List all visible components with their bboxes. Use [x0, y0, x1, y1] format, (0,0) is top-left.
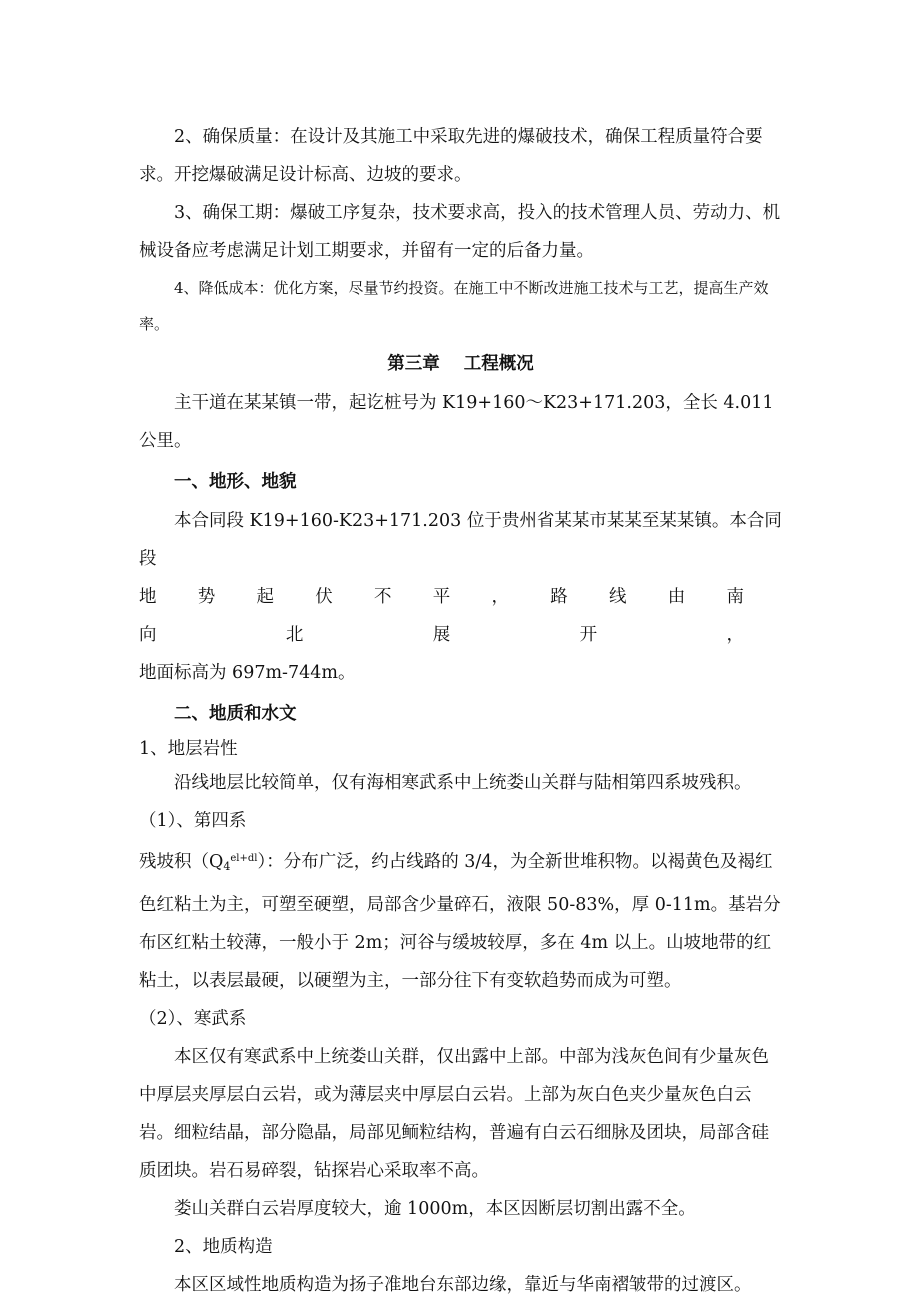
paragraph-terrain-line2: 地势起伏不平，路线由南向北展开， — [139, 587, 782, 645]
superscript: el+dl — [230, 853, 258, 864]
paragraph-quaternary — [139, 840, 782, 1000]
paragraph-terrain-line1: 本合同段 K19+160-K23+171.203 位于贵州省某某市某某至某某镇。本合同段 — [139, 511, 782, 569]
paragraph-schedule: 3、确保工期：爆破工序复杂，技术要求高，投入的技术管理人员、劳动力、机械设备应考虑满足计划工期要求，并留有一定的后备力量。 — [139, 203, 781, 261]
section-heading-geology: 二、地质和水文 — [174, 704, 297, 724]
paragraph-strata: 沿线地层比较简单，仅有海相寒武系中上统娄山关群与陆相第四系坡残积。 — [174, 773, 752, 793]
paragraph-cambrian: 本区仅有寒武系中上统娄山关群，仅出露中上部。中部为浅灰色间有少量灰色中厚层夹厚层白云岩，或为薄层夹中厚层白云岩。上部为灰白色夹少量灰色白云岩。细粒结晶，部分隐晶，局部见鲕粒结构，普遍有白云石细脉及团块，局部含硅质团块。岩石易碎裂，钻探岩心采取率不高。 — [139, 1047, 769, 1181]
subheading-strata: 1、地层岩性 — [139, 739, 238, 759]
section-heading-terrain: 一、地形、地貌 — [174, 472, 297, 492]
text-prefix: 残坡积（Q — [139, 852, 224, 872]
paragraph-loushanguan: 娄山关群白云岩厚度较大，逾 1000m，本区因断层切割出露不全。 — [174, 1199, 696, 1219]
paragraph-quality: 2、确保质量：在设计及其施工中采取先进的爆破技术，确保工程质量符合要求。开挖爆破满足设计标高、边坡的要求。 — [139, 127, 763, 185]
subheading-structure: 2、地质构造 — [174, 1237, 273, 1257]
paragraph-cost: 4、降低成本：优化方案，尽量节约投资。在施工中不断改进施工技术与工艺，提高生产效率。 — [139, 279, 769, 333]
text-rest: ）：分布广泛，约占线路的 3/4，为全新世堆积物。以褐黄色及褐红色红粘土为主，可塑至硬塑，局部含少量碎石，液限 50-83%，厚 0-11m。基岩分布区红粘土较薄，一般小于 2m；河谷与缓坡较厚，多在 4m 以上。山坡地带的红粘土，以表层最硬，以硬塑为主，一部分往下有变软趋势而成为可塑。 — [139, 852, 781, 991]
paragraph-terrain-line3: 地面标高为 697m-744m。 — [139, 663, 356, 683]
paragraph-overview: 主干道在某某镇一带，起讫桩号为 K19+160～K23+171.203，全长 4.011 公里。 — [139, 393, 774, 451]
subheading-quaternary: （1）、第四系 — [139, 811, 247, 831]
chapter-title: 第三章 工程概况 — [387, 354, 534, 374]
subscript: 4 — [223, 860, 231, 873]
subheading-cambrian: （2）、寒武系 — [139, 1009, 247, 1029]
paragraph-structure: 本区区域性地质构造为扬子准地台东部边缘，靠近与华南褶皱带的过渡区。 — [174, 1275, 752, 1295]
